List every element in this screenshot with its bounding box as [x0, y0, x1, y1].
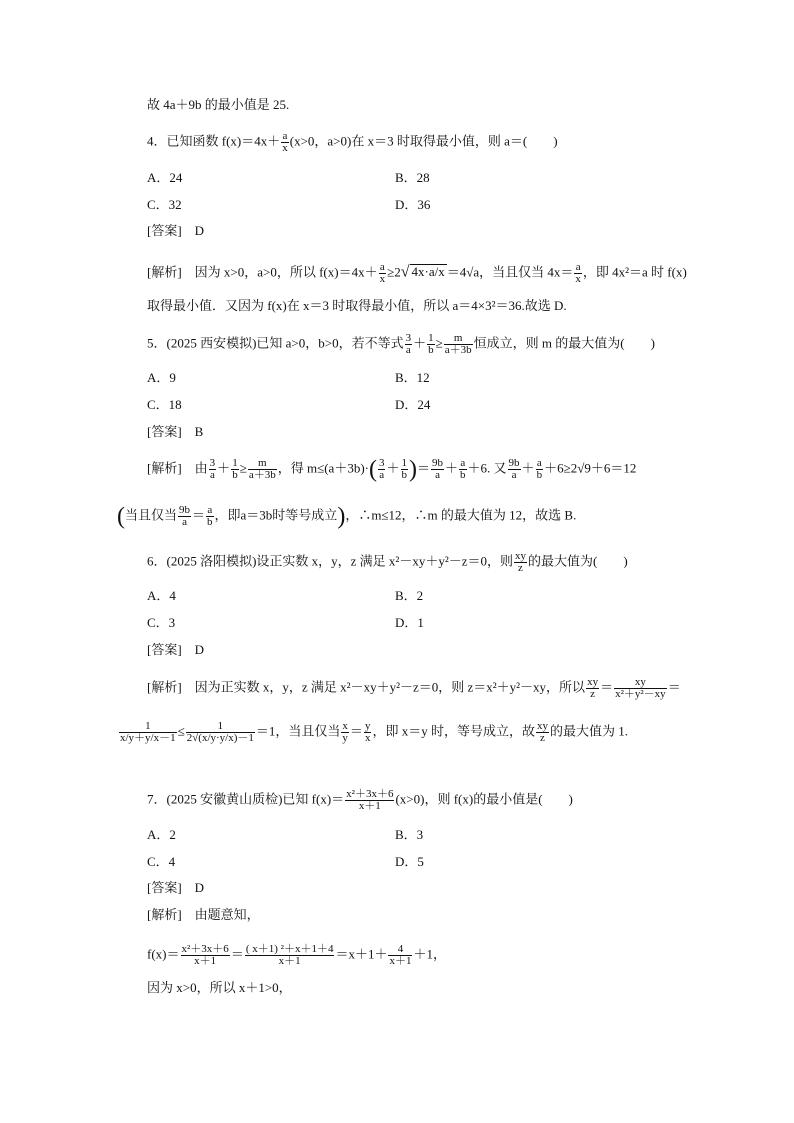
q4-option-c: C．32	[147, 197, 182, 212]
q6-solution-line2: $\frac{1}{x/y+y/x-1}$ ≤ $\frac{1}{2√(x/y\cdot y/x)-1}$ ＝1，当且仅当 $\frac{x}{y}$ ＝ $\frac{y}{x}$ ，即 x＝y 时，等号成立，故 $\frac{xy}{z}$ 的最大值为 1.	[120, 720, 628, 744]
q6-stem: 6．(2025 洛阳模拟)设正实数 x，y，z 满足 x²－xy＋y²－z＝0，则 $\frac{xy}{z}$ 的最大值为( )	[147, 550, 628, 574]
q7-option-d: D．5	[395, 854, 424, 869]
q6-answer: [答案] D	[147, 642, 205, 657]
q5-option-d: D．24	[395, 397, 431, 412]
q7-option-a: A．2	[147, 827, 176, 842]
q4-option-b: B．28	[395, 170, 430, 185]
q5-option-b: B．12	[395, 370, 430, 385]
q6-option-a: A．4	[147, 588, 176, 603]
q5-solution-line2: (当且仅当 $\frac{9b}{a}$ ＝ $\frac{a}{b}$ ，即a＝3b时等号成立)，∴m≤12，∴m 的最大值为 12，故选 B.	[117, 503, 577, 530]
q7-solution-line2: f(x)＝ $\frac{\text{x²＋3x＋6}}{x+1}$ ＝ $\frac{\text{( x＋1) ²＋x＋1＋4}}{x+1}$ ＝x＋1＋ $\frac{4}{x+1}$ ＋1，	[147, 943, 446, 967]
q7-solution-line1: [解析] 由题意知，	[147, 907, 260, 922]
q4-stem: 4．已知函数 f(x)＝4x＋ $\frac{a}{x}$ (x>0，a>0)在 x＝3 时取得最小值，则 a＝( )	[147, 130, 558, 154]
q4-answer: [答案] D	[147, 223, 205, 238]
q3-conclusion: 故 4a＋9b 的最小值是 25.	[147, 97, 290, 112]
fraction-a-over-x: $\frac{a}{x}$	[282, 130, 288, 154]
q6-option-c: C．3	[147, 615, 176, 630]
q4-solution-line1: [解析] 因为 x>0，a>0，所以 f(x)＝4x＋ $\frac{a}{x}$ ≥2√ 4x·a/x ＝4√a，当且仅当 4x＝ $\frac{a}{x}$ ，即 4x²＝a 时 f(x)	[147, 261, 687, 285]
q4-option-d: D．36	[395, 197, 431, 212]
q7-option-c: C．4	[147, 854, 176, 869]
q5-solution-line1: [解析] 由 $\frac{3}{a}$ ＋ $\frac{1}{b}$ ≥ $\frac{m}{a+3b}$ ，得 m≤(a＋3b)·( $\frac{3}{a}$ ＋ $\frac{1}{b}$ )＝ $\frac{9b}{a}$ ＋ $\frac{a}{b}$ ＋6. 又 $\frac{9b}{a}$ ＋ $\frac{a}{b}$ ＋6≥2√9＋6＝12	[147, 456, 637, 483]
q7-answer: [答案] D	[147, 880, 205, 895]
q7-stem: 7．(2025 安徽黄山质检)已知 f(x)＝ $\frac{\text{x²＋3x＋6}}{x+1}$ (x>0)，则 f(x)的最小值是( )	[147, 788, 573, 812]
sqrt-term: 4x·a/x	[411, 264, 445, 280]
q4-option-a: A．24	[147, 170, 183, 185]
q6-option-d: D．1	[395, 615, 424, 630]
q4-solution-line2: 取得最小值．又因为 f(x)在 x＝3 时取得最小值，所以 a＝4×3²＝36.故选 D.	[147, 298, 567, 313]
q5-option-a: A．9	[147, 370, 176, 385]
q5-stem: 5．(2025 西安模拟)已知 a>0，b>0，若不等式 $\frac{3}{a}$ ＋ $\frac{1}{b}$ ≥ $\frac{m}{a+3b}$ 恒成立，则 m 的最大值为( )	[147, 332, 655, 356]
q5-option-c: C．18	[147, 397, 182, 412]
q7-option-b: B．3	[395, 827, 424, 842]
q5-answer: [答案] B	[147, 424, 204, 439]
q7-solution-line3: 因为 x>0，所以 x＋1>0，	[147, 980, 292, 995]
q6-solution-line1: [解析] 因为正实数 x，y，z 满足 x²－xy＋y²－z＝0，则 z＝x²＋y²－xy，所以 $\frac{xy}{z}$ ＝ $\frac{xy}{\text{x²＋y²－xy}}$ ＝	[147, 676, 681, 700]
q6-option-b: B．2	[395, 588, 424, 603]
